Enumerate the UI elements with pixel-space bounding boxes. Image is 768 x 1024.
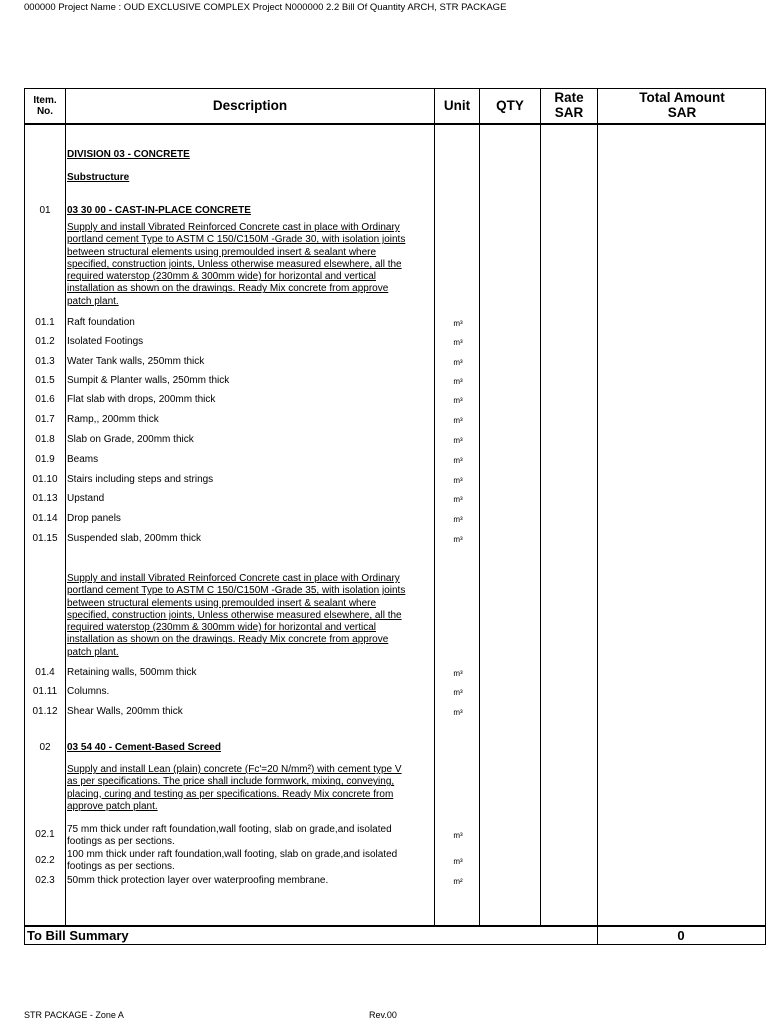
item-number: 01.9 [35, 454, 55, 465]
col-header-total-line1: Total Amount [639, 90, 725, 106]
spec-line: required waterstop (230mm & 300mm wide) for horizontal and vertical [67, 271, 377, 283]
spec-line: installation as shown on the drawings. Ready Mix concrete from approve [67, 283, 389, 295]
item-unit: m³ [453, 515, 463, 524]
section-number: 01 [39, 205, 51, 216]
spec-line: between structural elements using premoulded insert & sealant where [67, 246, 377, 258]
spec-line: placing, curing and testing as per specifications. Ready Mix concrete from [67, 788, 394, 800]
col-header-unit: Unit [443, 97, 471, 113]
spec-line: specified, construction joints, Unless otherwise measured elsewhere, all the [67, 258, 402, 270]
item-description-line: footings as per sections. [67, 836, 175, 848]
footer-revision: Rev.00 [369, 1010, 397, 1020]
summary-divider [25, 925, 765, 927]
spec-line: portland cement Type to ASTM C 150/C150M -Grade 35, with isolation joints [67, 585, 406, 597]
col-header-description: Description [212, 97, 288, 113]
spec-line: patch plant. [67, 646, 119, 658]
item-unit: m³ [453, 416, 463, 425]
section-title: 03 54 40 - Cement-Based Screed [67, 742, 221, 753]
item-unit: m³ [453, 358, 463, 367]
item-description: Sumpit & Planter walls, 250mm thick [67, 375, 230, 386]
col-header-rate-line2: SAR [554, 105, 584, 120]
item-number: 01.13 [32, 493, 58, 504]
page-header: 000000 Project Name : OUD EXCLUSIVE COMPLEX Project N000000 2.2 Bill Of Quantity ARCH, STR PACKAGE [24, 2, 507, 13]
item-description: Water Tank walls, 250mm thick [67, 356, 205, 367]
item-unit: m³ [453, 669, 463, 678]
col-header-item-line1: Item. [33, 95, 57, 106]
item-description: Columns. [67, 686, 110, 697]
bill-summary-label: To Bill Summary [27, 928, 129, 943]
item-unit: m³ [453, 857, 463, 866]
spec-line: portland cement Type to ASTM C 150/C150M -Grade 30, with isolation joints [67, 234, 406, 246]
item-description [67, 824, 435, 849]
footer-package: STR PACKAGE - Zone A [24, 1010, 124, 1020]
col-header-item-line2: No. [36, 106, 54, 117]
col-header-rate-line1: Rate [554, 90, 584, 106]
item-description: Stairs including steps and strings [67, 474, 214, 485]
item-number: 01.6 [35, 394, 55, 405]
item-description: Suspended slab, 200mm thick [67, 533, 201, 544]
item-number: 01.14 [32, 513, 58, 524]
item-description-line: 100 mm thick under raft foundation,wall footing, slab on grade,and isolated [67, 849, 398, 860]
item-description: Isolated Footings [67, 336, 144, 347]
item-unit: m³ [453, 396, 463, 405]
item-unit: m³ [453, 476, 463, 485]
item-unit: m³ [453, 688, 463, 697]
spec-paragraph-screed [67, 764, 435, 813]
item-description: Flat slab with drops, 200mm thick [67, 394, 216, 405]
substructure-title: Substructure [67, 172, 130, 183]
col-divider [479, 89, 480, 926]
item-description: Beams [67, 454, 99, 465]
item-unit: m³ [453, 708, 463, 717]
spec-line: specified, construction joints, Unless otherwise measured elsewhere, all the [67, 609, 402, 621]
item-number: 01.11 [32, 686, 58, 697]
item-number: 01.3 [35, 356, 55, 367]
item-number: 02.2 [35, 855, 55, 866]
item-description [67, 849, 435, 874]
item-number: 02.3 [35, 875, 55, 886]
item-unit: m³ [453, 338, 463, 347]
item-number: 01.1 [35, 317, 55, 328]
division-title: DIVISION 03 - CONCRETE [67, 149, 190, 160]
col-header-total-line2: SAR [667, 105, 697, 120]
spec-line: required waterstop (230mm & 300mm wide) for horizontal and vertical [67, 622, 377, 634]
col-header-qty: QTY [496, 97, 524, 113]
spec-line: between structural elements using premoulded insert & sealant where [67, 597, 377, 609]
item-unit: m³ [453, 831, 463, 840]
item-unit: m³ [453, 436, 463, 445]
spec-line: installation as shown on the drawings. Ready Mix concrete from approve [67, 634, 389, 646]
item-number: 01.4 [35, 667, 55, 678]
item-number: 01.10 [32, 474, 58, 485]
col-divider [65, 89, 66, 926]
item-unit: m² [453, 877, 463, 886]
item-number: 02.1 [35, 829, 55, 840]
section-title: 03 30 00 - CAST-IN-PLACE CONCRETE [67, 205, 251, 216]
item-unit: m³ [453, 535, 463, 544]
item-description: Retaining walls, 500mm thick [67, 667, 197, 678]
item-description: Upstand [67, 493, 105, 504]
item-number: 01.2 [35, 336, 55, 347]
spec-line: as per specifications. The price shall include formwork, mixing, conveying, [67, 776, 395, 788]
item-description: Ramp,, 200mm thick [67, 414, 159, 425]
item-description: Drop panels [67, 513, 121, 524]
item-unit: m³ [453, 319, 463, 328]
item-number: 01.8 [35, 434, 55, 445]
spec-line: Supply and install Vibrated Reinforced Concrete cast in place with Ordinary [67, 573, 400, 584]
item-number: 01.15 [32, 533, 58, 544]
item-description: Slab on Grade, 200mm thick [67, 434, 194, 445]
section-number: 02 [39, 742, 51, 753]
item-description-line: footings as per sections. [67, 861, 175, 873]
bill-summary-total: 0 [677, 928, 685, 943]
item-description-line: 75 mm thick under raft foundation,wall footing, slab on grade,and isolated [67, 824, 392, 835]
item-unit: m³ [453, 456, 463, 465]
item-unit: m³ [453, 495, 463, 504]
spec-line: patch plant. [67, 295, 119, 307]
boq-table [24, 88, 766, 945]
spec-paragraph-grade35 [67, 573, 435, 659]
item-description: Raft foundation [67, 317, 135, 328]
item-description: 50mm thick protection layer over waterproofing membrane. [67, 875, 329, 886]
spec-line: Supply and install Vibrated Reinforced Concrete cast in place with Ordinary [67, 222, 400, 233]
col-header-item-no [25, 89, 65, 123]
item-number: 01.5 [35, 375, 55, 386]
spec-line: approve patch plant. [67, 800, 158, 812]
item-unit: m³ [453, 377, 463, 386]
col-header-total [598, 89, 766, 123]
col-header-rate [541, 89, 597, 123]
spec-paragraph-grade30 [67, 222, 435, 308]
item-description: Shear Walls, 200mm thick [67, 706, 183, 717]
spec-line: Supply and install Lean (plain) concrete (Fc'=20 N/mm²) with cement type V [67, 764, 402, 775]
item-number: 01.12 [32, 706, 58, 717]
item-number: 01.7 [35, 414, 55, 425]
col-divider [540, 89, 541, 926]
col-divider [597, 89, 598, 944]
header-divider [25, 123, 765, 125]
